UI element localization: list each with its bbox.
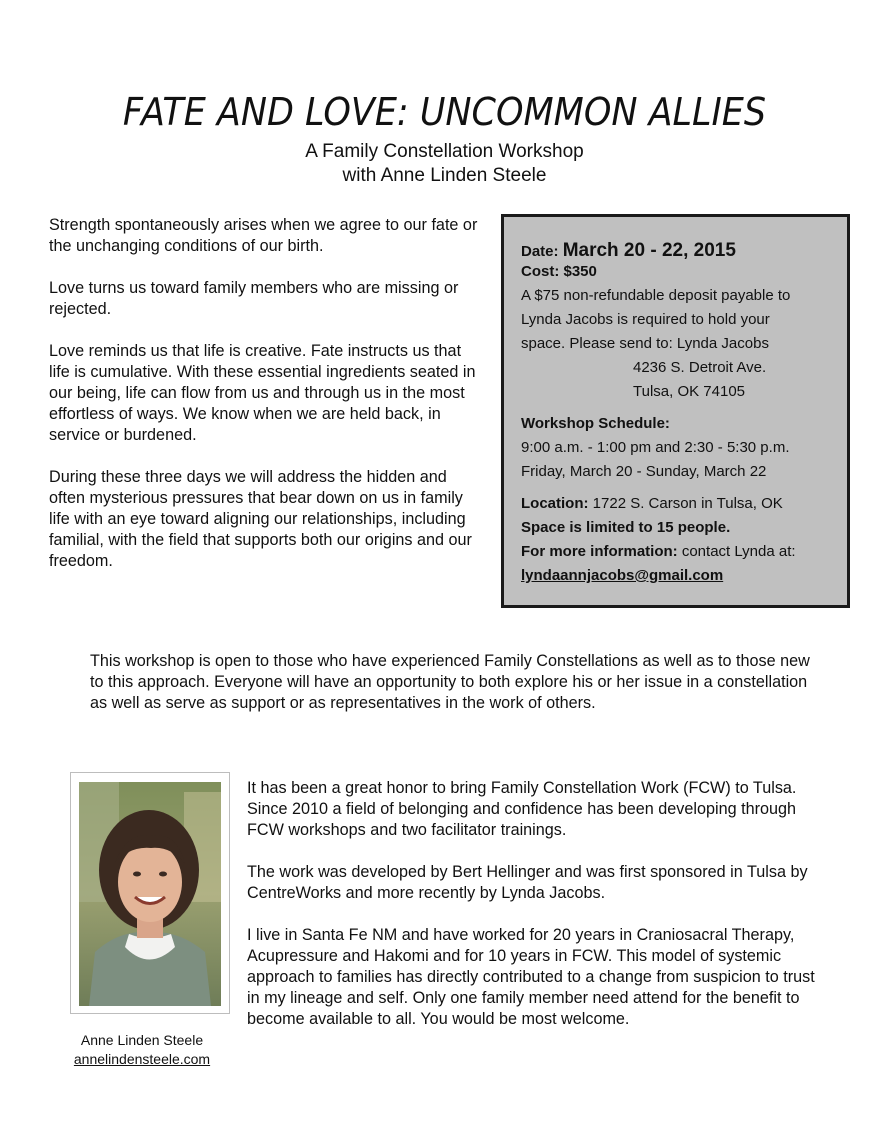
subtitle-line-2: with Anne Linden Steele bbox=[342, 165, 547, 186]
more-info-value: contact Lynda at: bbox=[681, 543, 796, 560]
more-info-label: For more information: bbox=[521, 543, 678, 560]
schedule-label: Workshop Schedule: bbox=[521, 415, 670, 432]
subtitle-line-1: A Family Constellation Workshop bbox=[305, 141, 584, 162]
more-info-row bbox=[521, 540, 847, 564]
intro-paragraph-2: Love turns us toward family members who are missing or rejected. bbox=[49, 279, 459, 318]
deposit-line-3: space. Please send to: Lynda Jacobs bbox=[521, 335, 769, 352]
portrait-image bbox=[79, 782, 221, 1006]
space-limit: Space is limited to 15 people. bbox=[521, 519, 731, 536]
details-box bbox=[501, 214, 850, 608]
audience-paragraph: This workshop is open to those who have experienced Family Constellations as well as to those new to this approach. Everyone will have an opportunity to both explore his or her issue in a constellation as well as serve as support or as representatives in the work of others. bbox=[90, 652, 810, 712]
cost-value: $350 bbox=[563, 263, 597, 280]
location-row bbox=[521, 492, 847, 516]
caption-name: Anne Linden Steele bbox=[80, 1032, 204, 1048]
schedule-line-1: 9:00 a.m. - 1:00 pm and 2:30 - 5:30 p.m. bbox=[521, 439, 790, 456]
cost-label: Cost: bbox=[521, 263, 560, 280]
page-title: FATE AND LOVE: UNCOMMON ALLIES bbox=[122, 90, 767, 134]
location-label: Location: bbox=[521, 495, 589, 512]
location-value: 1722 S. Carson in Tulsa, OK bbox=[592, 495, 783, 512]
address-line-2: Tulsa, OK 74105 bbox=[633, 383, 746, 400]
bio-paragraph-3: I live in Santa Fe NM and have worked for 20 years in Craniosacral Therapy, Acupressure and Hakomi and for 10 years in FCW. This model of systemic approach to families has directly contributed to a change from suspicion to trust in my lineage and self. Only one family member need attend for the benefit to become available to all. You would be most welcome. bbox=[247, 926, 815, 1028]
intro-column bbox=[49, 215, 479, 593]
subtitle bbox=[0, 140, 889, 188]
bio-paragraph-1: It has been a great honor to bring Family Constellation Work (FCW) to Tulsa. Since 2010 a field of belonging and confidence has been developing through FCW workshops and two facilitator trainings. bbox=[247, 779, 797, 839]
intro-paragraph-3: Love reminds us that life is creative. Fate instructs us that life is cumulative. With these essential ingredients seated in our being, life can flow from us and through us in the most effortless of ways. We know when we are held back, in service or burdened. bbox=[49, 342, 476, 444]
bio-column bbox=[247, 778, 817, 1051]
intro-paragraph-1: Strength spontaneously arises when we agree to our fate or the unchanging conditions of our birth. bbox=[49, 216, 478, 255]
intro-paragraph-4: During these three days we will address the hidden and often mysterious pressures that bear down on us in family life with an eye toward aligning our relationships, including familial, with the field that supports both our origins and our freedom. bbox=[49, 468, 472, 570]
address-line-1: 4236 S. Detroit Ave. bbox=[633, 359, 767, 376]
date-label: Date: bbox=[521, 243, 559, 260]
deposit-line-1: A $75 non-refundable deposit payable to bbox=[521, 287, 791, 304]
schedule-line-2: Friday, March 20 - Sunday, March 22 bbox=[521, 463, 767, 480]
deposit-line-2: Lynda Jacobs is required to hold your bbox=[521, 311, 770, 328]
date-value: March 20 - 22, 2015 bbox=[562, 240, 736, 261]
contact-email-link[interactable]: lyndaannjacobs@gmail.com bbox=[521, 567, 724, 584]
bio-paragraph-2: The work was developed by Bert Hellinger and was first sponsored in Tulsa by CentreWorks and more recently by Lynda Jacobs. bbox=[247, 863, 808, 902]
portrait-photo bbox=[70, 772, 230, 1014]
photo-caption bbox=[52, 1031, 232, 1069]
website-link[interactable]: annelindensteele.com bbox=[73, 1051, 211, 1067]
